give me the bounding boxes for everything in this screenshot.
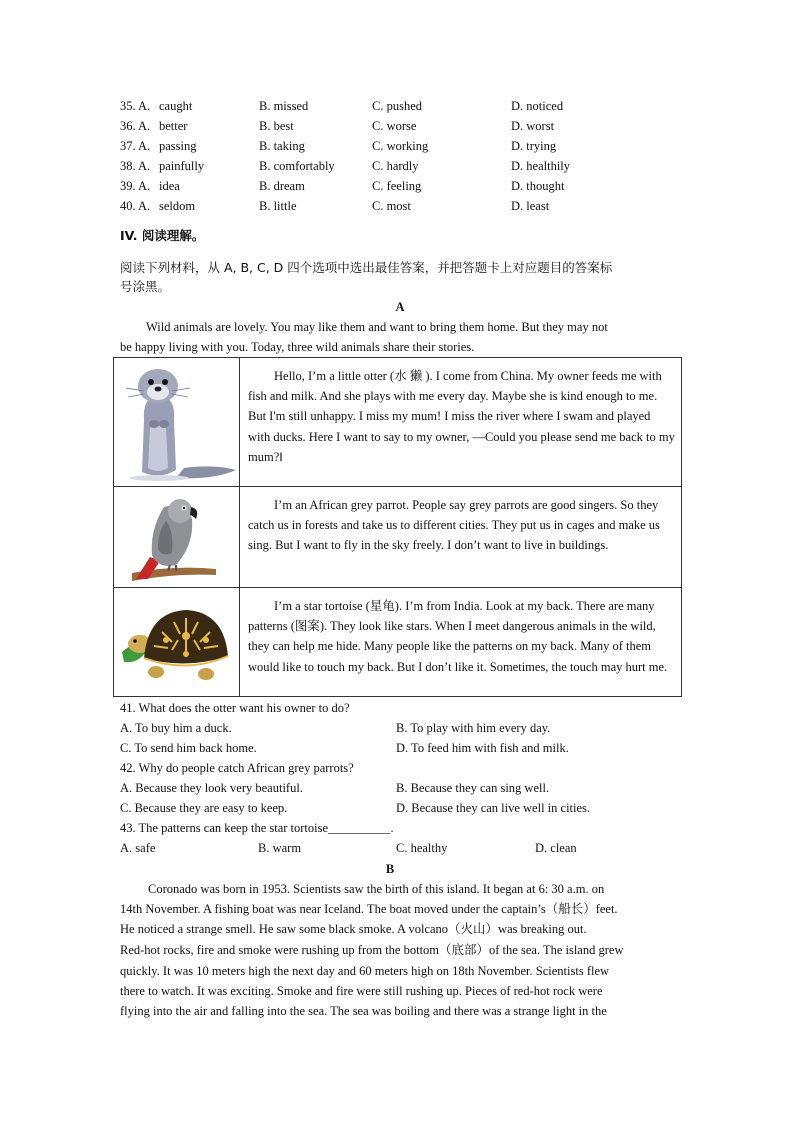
animal-stories-table: [113, 357, 682, 697]
parrot-image-cell: [114, 487, 240, 588]
question-43-option-a: A. safe: [120, 841, 156, 855]
instruction-line-2: 号涂黑。: [120, 279, 171, 294]
parrot-story-text: I’m an African grey parrot. People say grey parrots are good singers. So they catch us in forests and take us to different cities. They put us in cages and make us sing. But I want to fly in the sky freely. I don’t want to live in buildings.: [240, 487, 682, 588]
passage-b-line: flying into the air and falling into the sea. The sea was boiling and there was a strange light in the: [120, 1004, 607, 1018]
option-row-39: [120, 176, 680, 196]
question-42-option-a: A. Because they look very beautiful.: [120, 781, 303, 795]
option-num: 35. A.: [120, 99, 151, 113]
option-a: better: [159, 119, 188, 133]
question-43-option-b: B. warm: [258, 841, 302, 855]
option-row-37: [120, 136, 680, 156]
passage-b-line: Coronado was born in 1953. Scientists saw the birth of this island. It began at 6: 30 a.m. on: [148, 882, 605, 896]
otter-story-text: Hello, I’m a little otter (水 獭 ). I come from China. My owner feeds me with fish and milk. And she plays with me every day. Maybe she is kind enough to me. But I'm still unhappy. I miss my mum! I miss the river where I swam and played with ducks. Here I want to say to my owner, ―Could you please send me back to my mum?‖: [240, 358, 682, 487]
passage-b-line: there to watch. It was exciting. Smoke and fire were still rushing up. Pieces of red-hot rock were: [120, 984, 603, 998]
option-d: D. healthily: [511, 159, 571, 173]
option-a: caught: [159, 99, 193, 113]
passage-a-intro-2: be happy living with you. Today, three wild animals share their stories.: [120, 340, 475, 354]
passage-b-line: He noticed a strange smell. He saw some black smoke. A volcano（火山）was breaking out.: [120, 922, 587, 936]
option-num: 37. A.: [120, 139, 151, 153]
option-a: painfully: [159, 159, 205, 173]
option-b: B. taking: [259, 139, 305, 153]
option-row-40: [120, 196, 680, 216]
option-d: D. noticed: [511, 99, 564, 113]
option-num: 39. A.: [120, 179, 151, 193]
option-num: 40. A.: [120, 199, 151, 213]
option-b: B. dream: [259, 179, 305, 193]
option-c: C. worse: [372, 119, 417, 133]
question-41-option-a: A. To buy him a duck.: [120, 721, 232, 735]
option-row-38: [120, 156, 680, 176]
story-row-tortoise: [114, 588, 682, 697]
option-c: C. working: [372, 139, 429, 153]
question-41-option-c: C. To send him back home.: [120, 741, 257, 755]
story-row-parrot: [114, 487, 682, 588]
tortoise-image-cell: [114, 588, 240, 697]
question-41-stem: 41. What does the otter want his owner to do?: [120, 701, 350, 715]
passage-b-line: 14th November. A fishing boat was near Iceland. The boat moved under the captain’s（船长）feet.: [120, 902, 618, 916]
option-d: D. least: [511, 199, 550, 213]
otter-image-cell: [114, 358, 240, 487]
tortoise-image: [114, 588, 239, 696]
option-a: idea: [159, 179, 180, 193]
question-43-option-d: D. clean: [535, 841, 577, 855]
option-row-35: [120, 96, 680, 116]
passage-a-intro-1: Wild animals are lovely. You may like them and want to bring them home. But they may not: [146, 320, 608, 334]
section-title: IV. 阅读理解。: [120, 228, 205, 243]
question-42-stem: 42. Why do people catch African grey parrots?: [120, 761, 354, 775]
option-d: D. worst: [511, 119, 555, 133]
option-c: C. pushed: [372, 99, 422, 113]
option-b: B. little: [259, 199, 297, 213]
option-c: C. feeling: [372, 179, 422, 193]
option-d: D. trying: [511, 139, 557, 153]
question-43-option-c: C. healthy: [396, 841, 448, 855]
passage-b-label: B: [385, 862, 395, 876]
passage-b-line: quickly. It was 10 meters high the next day and 60 meters high on 18th November. Scientists flew: [120, 964, 610, 978]
question-42-option-c: C. Because they are easy to keep.: [120, 801, 288, 815]
parrot-image: [114, 487, 239, 587]
question-41-option-d: D. To feed him with fish and milk.: [396, 741, 569, 755]
option-row-36: [120, 116, 680, 136]
option-b: B. comfortably: [259, 159, 335, 173]
passage-b-line: Red-hot rocks, fire and smoke were rushing up from the bottom（底部）of the sea. The island grew: [120, 943, 624, 957]
otter-image: [114, 358, 239, 486]
cloze-options: [120, 96, 680, 218]
question-43-stem: 43. The patterns can keep the star tortoise__________.: [120, 821, 394, 835]
question-41-option-b: B. To play with him every day.: [396, 721, 551, 735]
option-a: seldom: [159, 199, 196, 213]
instruction-line-1: 阅读下列材料，从 A, B, C, D 四个选项中选出最佳答案，并把答题卡上对应题目的答案标: [120, 260, 613, 275]
option-d: D. thought: [511, 179, 565, 193]
option-num: 36. A.: [120, 119, 151, 133]
question-42-option-b: B. Because they can sing well.: [396, 781, 550, 795]
option-b: B. best: [259, 119, 294, 133]
option-a: passing: [159, 139, 197, 153]
option-c: C. most: [372, 199, 411, 213]
tortoise-story-text: I’m a star tortoise (星龟). I’m from India. Look at my back. There are many patterns (图案). They look like stars. When I meet dangerous animals in the wild, they can help me hide. Many people like the patterns on my back. Many of them would like to touch my back. But I don’t like it. Sometimes, the touch may hurt me.: [240, 588, 682, 697]
story-row-otter: [114, 358, 682, 487]
question-42-option-d: D. Because they can live well in cities.: [396, 801, 591, 815]
option-c: C. hardly: [372, 159, 419, 173]
option-num: 38. A.: [120, 159, 151, 173]
passage-a-label: A: [395, 300, 405, 314]
option-b: B. missed: [259, 99, 309, 113]
